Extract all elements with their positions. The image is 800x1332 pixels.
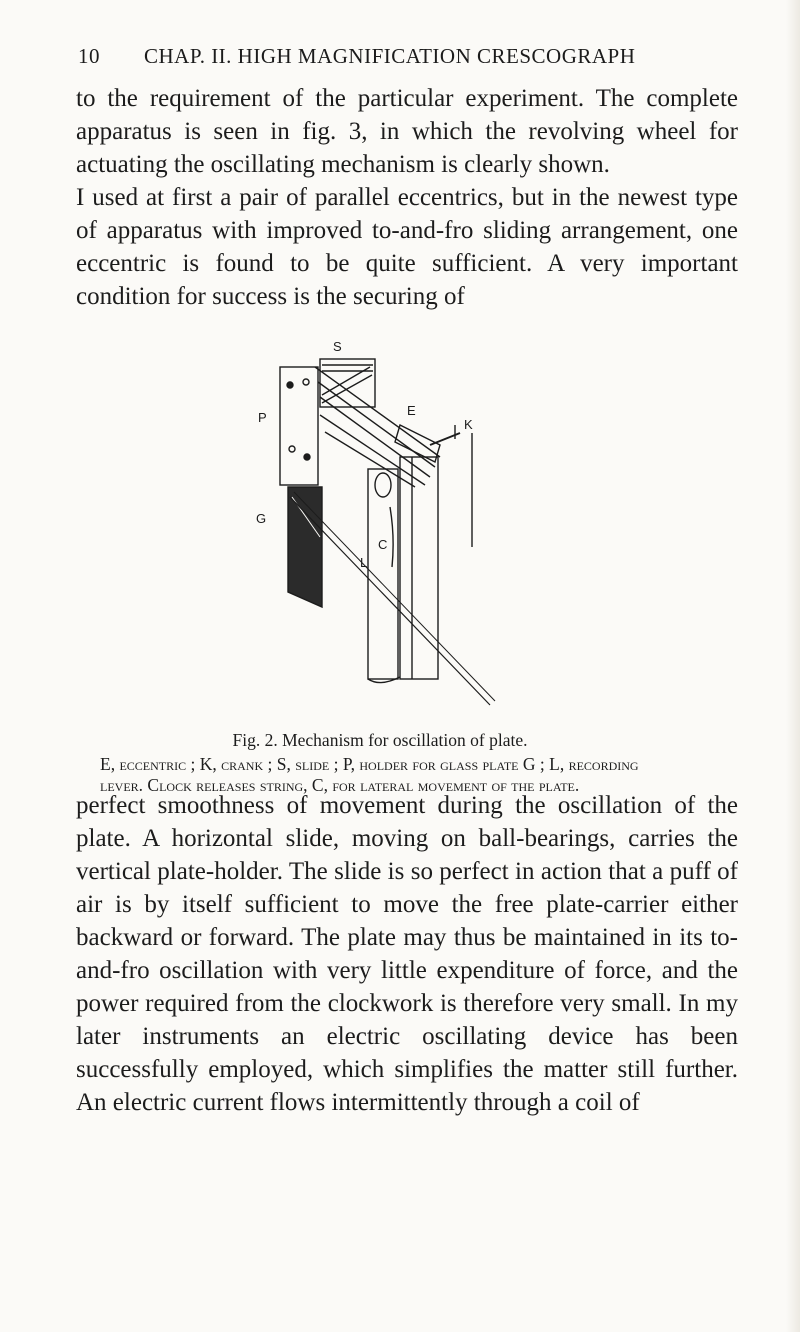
- body-text-after-figure: [76, 789, 738, 1119]
- page-number: 10: [78, 44, 100, 68]
- label-p: P: [258, 410, 267, 425]
- page-edge: [786, 0, 800, 1332]
- paragraph-eccentrics: I used at first a pair of parallel eccentrics, but in the newest type of apparatus with improved to-and-fro sliding arrangement, one eccentric is found to be quite sufficient. A very important condition for success is the securing of: [76, 184, 738, 310]
- paragraph-continuation: to the requirement of the particular experiment. The complete apparatus is seen in fig. 3, in which the revolving wheel for actuating the oscillating mechanism is clearly shown.: [76, 85, 738, 178]
- plate-holder: [280, 367, 318, 485]
- label-s: S: [333, 339, 342, 354]
- mechanism-illustration: [250, 337, 530, 722]
- running-title: CHAP. II. HIGH MAGNIFICATION CRESCOGRAPH: [144, 44, 636, 68]
- label-c: C: [378, 537, 388, 552]
- label-l: L: [360, 555, 368, 570]
- label-k: K: [464, 417, 473, 432]
- caption-legend: E, eccentric ; K, crank ; S, slide ; P, holder for glass plate G ; L, recording lever. Clock releases string, C, for lateral movement of the plate.: [100, 754, 639, 795]
- label-e: E: [407, 403, 416, 418]
- figure-mechanism: [250, 337, 530, 722]
- running-head: [78, 44, 718, 69]
- label-g: G: [256, 511, 267, 526]
- caption-title: Fig. 2. Mechanism for oscillation of plate.: [232, 730, 528, 750]
- paragraph-smoothness: perfect smoothness of movement during the oscillation of the plate. A horizontal slide, moving on ball-bearings, carries the vertical plate-holder. The slide is so perfect in action that a puff of air is by itself sufficient to move the free plate-carrier either backward or forward. The plate may thus be maintained in its to-and-fro oscillation with very little expenditure of force, and the power required from the clockwork is therefore very small. In my later instruments an electric oscillating device has been successfully employed, which simplifies the matter still further. An electric current flows intermittently through a coil of: [76, 792, 738, 1116]
- figure-caption: [100, 730, 660, 796]
- body-text-before-figure: [76, 82, 738, 313]
